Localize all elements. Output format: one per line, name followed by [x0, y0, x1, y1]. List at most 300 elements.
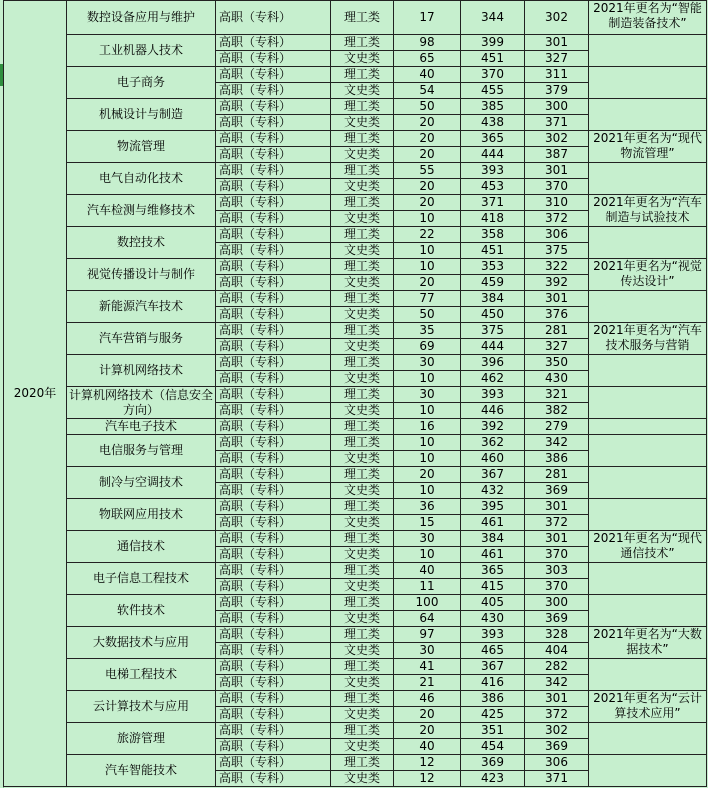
major-name: 机械设计与制造	[67, 99, 216, 131]
level-cell: 高职（专科）	[216, 483, 331, 499]
min-score-cell: 369	[525, 611, 589, 627]
category-cell: 理工类	[331, 163, 394, 179]
min-score-cell: 301	[525, 35, 589, 51]
major-name: 电梯工程技术	[67, 659, 216, 691]
min-score-cell: 306	[525, 227, 589, 243]
table-row	[4, 563, 707, 579]
level-cell: 高职（专科）	[216, 163, 331, 179]
rename-note	[589, 563, 707, 595]
plan-count-cell: 20	[394, 179, 461, 195]
plan-count-cell: 20	[394, 275, 461, 291]
max-score-cell: 438	[461, 115, 525, 131]
major-name: 云计算技术与应用	[67, 691, 216, 723]
max-score-cell: 405	[461, 595, 525, 611]
max-score-cell: 455	[461, 83, 525, 99]
min-score-cell: 370	[525, 547, 589, 563]
max-score-cell: 367	[461, 467, 525, 483]
level-cell: 高职（专科）	[216, 195, 331, 211]
table-row	[4, 291, 707, 307]
category-cell: 文史类	[331, 307, 394, 323]
max-score-cell: 384	[461, 531, 525, 547]
level-cell: 高职（专科）	[216, 691, 331, 707]
min-score-cell: 303	[525, 563, 589, 579]
min-score-cell: 302	[525, 131, 589, 147]
rename-note	[589, 227, 707, 259]
category-cell: 文史类	[331, 403, 394, 419]
category-cell: 文史类	[331, 179, 394, 195]
plan-count-cell: 20	[394, 195, 461, 211]
max-score-cell: 461	[461, 515, 525, 531]
min-score-cell: 302	[525, 723, 589, 739]
max-score-cell: 446	[461, 403, 525, 419]
category-cell: 理工类	[331, 67, 394, 83]
category-cell: 理工类	[331, 387, 394, 403]
plan-count-cell: 10	[394, 371, 461, 387]
level-cell: 高职（专科）	[216, 595, 331, 611]
rename-note: 2021年更名为“视觉传达设计”	[589, 259, 707, 291]
major-name: 数控设备应用与维护	[67, 1, 216, 35]
plan-count-cell: 97	[394, 627, 461, 643]
level-cell: 高职（专科）	[216, 307, 331, 323]
table-row	[4, 531, 707, 547]
plan-count-cell: 20	[394, 707, 461, 723]
category-cell: 理工类	[331, 419, 394, 435]
min-score-cell: 350	[525, 355, 589, 371]
rename-note	[589, 67, 707, 99]
year-cell: 2020年	[4, 1, 67, 787]
category-cell: 理工类	[331, 1, 394, 35]
category-cell: 文史类	[331, 83, 394, 99]
level-cell: 高职（专科）	[216, 371, 331, 387]
level-cell: 高职（专科）	[216, 611, 331, 627]
level-cell: 高职（专科）	[216, 51, 331, 67]
plan-count-cell: 69	[394, 339, 461, 355]
table-row	[4, 627, 707, 643]
min-score-cell: 404	[525, 643, 589, 659]
max-score-cell: 453	[461, 179, 525, 195]
max-score-cell: 450	[461, 307, 525, 323]
max-score-cell: 393	[461, 163, 525, 179]
category-cell: 文史类	[331, 675, 394, 691]
category-cell: 文史类	[331, 243, 394, 259]
category-cell: 文史类	[331, 579, 394, 595]
min-score-cell: 387	[525, 147, 589, 163]
min-score-cell: 342	[525, 435, 589, 451]
min-score-cell: 300	[525, 595, 589, 611]
level-cell: 高职（专科）	[216, 419, 331, 435]
category-cell: 理工类	[331, 499, 394, 515]
plan-count-cell: 46	[394, 691, 461, 707]
level-cell: 高职（专科）	[216, 579, 331, 595]
plan-count-cell: 20	[394, 723, 461, 739]
plan-count-cell: 10	[394, 259, 461, 275]
plan-count-cell: 20	[394, 131, 461, 147]
max-score-cell: 365	[461, 563, 525, 579]
max-score-cell: 454	[461, 739, 525, 755]
level-cell: 高职（专科）	[216, 499, 331, 515]
score-table	[3, 0, 707, 787]
plan-count-cell: 20	[394, 467, 461, 483]
category-cell: 文史类	[331, 211, 394, 227]
rename-note	[589, 595, 707, 627]
table-row	[4, 435, 707, 451]
max-score-cell: 392	[461, 419, 525, 435]
level-cell: 高职（专科）	[216, 323, 331, 339]
min-score-cell: 306	[525, 755, 589, 771]
max-score-cell: 444	[461, 339, 525, 355]
level-cell: 高职（专科）	[216, 131, 331, 147]
rename-note	[589, 387, 707, 419]
category-cell: 理工类	[331, 723, 394, 739]
table-row	[4, 131, 707, 147]
category-cell: 文史类	[331, 643, 394, 659]
max-score-cell: 451	[461, 243, 525, 259]
rename-note	[589, 755, 707, 787]
major-name: 大数据技术与应用	[67, 627, 216, 659]
plan-count-cell: 16	[394, 419, 461, 435]
level-cell: 高职（专科）	[216, 291, 331, 307]
rename-note	[589, 35, 707, 67]
min-score-cell: 310	[525, 195, 589, 211]
major-name: 汽车检测与维修技术	[67, 195, 216, 227]
level-cell: 高职（专科）	[216, 179, 331, 195]
min-score-cell: 321	[525, 387, 589, 403]
plan-count-cell: 12	[394, 771, 461, 787]
min-score-cell: 386	[525, 451, 589, 467]
level-cell: 高职（专科）	[216, 739, 331, 755]
plan-count-cell: 10	[394, 547, 461, 563]
max-score-cell: 461	[461, 547, 525, 563]
category-cell: 理工类	[331, 35, 394, 51]
plan-count-cell: 20	[394, 115, 461, 131]
max-score-cell: 375	[461, 323, 525, 339]
level-cell: 高职（专科）	[216, 771, 331, 787]
min-score-cell: 342	[525, 675, 589, 691]
category-cell: 文史类	[331, 707, 394, 723]
category-cell: 理工类	[331, 195, 394, 211]
level-cell: 高职（专科）	[216, 643, 331, 659]
min-score-cell: 375	[525, 243, 589, 259]
category-cell: 文史类	[331, 51, 394, 67]
level-cell: 高职（专科）	[216, 531, 331, 547]
max-score-cell: 365	[461, 131, 525, 147]
plan-count-cell: 10	[394, 403, 461, 419]
level-cell: 高职（专科）	[216, 275, 331, 291]
level-cell: 高职（专科）	[216, 547, 331, 563]
level-cell: 高职（专科）	[216, 115, 331, 131]
level-cell: 高职（专科）	[216, 227, 331, 243]
major-name: 软件技术	[67, 595, 216, 627]
plan-count-cell: 10	[394, 243, 461, 259]
category-cell: 理工类	[331, 355, 394, 371]
min-score-cell: 369	[525, 739, 589, 755]
max-score-cell: 423	[461, 771, 525, 787]
plan-count-cell: 30	[394, 387, 461, 403]
level-cell: 高职（专科）	[216, 1, 331, 35]
min-score-cell: 301	[525, 691, 589, 707]
level-cell: 高职（专科）	[216, 67, 331, 83]
category-cell: 理工类	[331, 131, 394, 147]
level-cell: 高职（专科）	[216, 435, 331, 451]
max-score-cell: 386	[461, 691, 525, 707]
rename-note	[589, 659, 707, 691]
major-name: 视觉传播设计与制作	[67, 259, 216, 291]
major-name: 汽车营销与服务	[67, 323, 216, 355]
min-score-cell: 301	[525, 291, 589, 307]
level-cell: 高职（专科）	[216, 83, 331, 99]
category-cell: 理工类	[331, 627, 394, 643]
table-row	[4, 691, 707, 707]
table-row	[4, 99, 707, 115]
table-row	[4, 195, 707, 211]
category-cell: 理工类	[331, 691, 394, 707]
category-cell: 理工类	[331, 755, 394, 771]
min-score-cell: 300	[525, 99, 589, 115]
category-cell: 理工类	[331, 595, 394, 611]
category-cell: 理工类	[331, 435, 394, 451]
plan-count-cell: 40	[394, 67, 461, 83]
rename-note: 2021年更名为“大数据技术”	[589, 627, 707, 659]
plan-count-cell: 64	[394, 611, 461, 627]
category-cell: 文史类	[331, 115, 394, 131]
category-cell: 理工类	[331, 259, 394, 275]
level-cell: 高职（专科）	[216, 355, 331, 371]
table-row	[4, 35, 707, 51]
score-table-body	[4, 1, 707, 787]
table-row	[4, 227, 707, 243]
table-row	[4, 499, 707, 515]
category-cell: 文史类	[331, 547, 394, 563]
level-cell: 高职（专科）	[216, 467, 331, 483]
table-row	[4, 419, 707, 435]
rename-note	[589, 723, 707, 755]
category-cell: 文史类	[331, 483, 394, 499]
min-score-cell: 281	[525, 467, 589, 483]
max-score-cell: 399	[461, 35, 525, 51]
min-score-cell: 371	[525, 771, 589, 787]
category-cell: 文史类	[331, 275, 394, 291]
min-score-cell: 369	[525, 483, 589, 499]
level-cell: 高职（专科）	[216, 563, 331, 579]
major-name: 通信技术	[67, 531, 216, 563]
major-name: 计算机网络技术	[67, 355, 216, 387]
plan-count-cell: 77	[394, 291, 461, 307]
plan-count-cell: 50	[394, 307, 461, 323]
plan-count-cell: 100	[394, 595, 461, 611]
min-score-cell: 376	[525, 307, 589, 323]
min-score-cell: 328	[525, 627, 589, 643]
rename-note: 2021年更名为“现代通信技术”	[589, 531, 707, 563]
table-row	[4, 723, 707, 739]
major-name: 计算机网络技术（信息安全方向）	[67, 387, 216, 419]
major-name: 物联网应用技术	[67, 499, 216, 531]
plan-count-cell: 35	[394, 323, 461, 339]
max-score-cell: 465	[461, 643, 525, 659]
category-cell: 文史类	[331, 339, 394, 355]
max-score-cell: 371	[461, 195, 525, 211]
min-score-cell: 301	[525, 499, 589, 515]
table-row	[4, 67, 707, 83]
max-score-cell: 430	[461, 611, 525, 627]
level-cell: 高职（专科）	[216, 339, 331, 355]
min-score-cell: 322	[525, 259, 589, 275]
level-cell: 高职（专科）	[216, 707, 331, 723]
category-cell: 文史类	[331, 451, 394, 467]
min-score-cell: 327	[525, 339, 589, 355]
max-score-cell: 416	[461, 675, 525, 691]
min-score-cell: 379	[525, 83, 589, 99]
min-score-cell: 327	[525, 51, 589, 67]
table-row	[4, 163, 707, 179]
plan-count-cell: 10	[394, 435, 461, 451]
level-cell: 高职（专科）	[216, 723, 331, 739]
min-score-cell: 371	[525, 115, 589, 131]
level-cell: 高职（专科）	[216, 243, 331, 259]
max-score-cell: 344	[461, 1, 525, 35]
major-name: 汽车智能技术	[67, 755, 216, 787]
plan-count-cell: 36	[394, 499, 461, 515]
max-score-cell: 385	[461, 99, 525, 115]
level-cell: 高职（专科）	[216, 659, 331, 675]
level-cell: 高职（专科）	[216, 675, 331, 691]
level-cell: 高职（专科）	[216, 147, 331, 163]
table-row	[4, 467, 707, 483]
level-cell: 高职（专科）	[216, 35, 331, 51]
max-score-cell: 353	[461, 259, 525, 275]
plan-count-cell: 55	[394, 163, 461, 179]
plan-count-cell: 30	[394, 643, 461, 659]
min-score-cell: 281	[525, 323, 589, 339]
rename-note: 2021年更名为“汽车技术服务与营销	[589, 323, 707, 355]
category-cell: 理工类	[331, 227, 394, 243]
rename-note	[589, 467, 707, 499]
category-cell: 理工类	[331, 563, 394, 579]
category-cell: 文史类	[331, 147, 394, 163]
level-cell: 高职（专科）	[216, 627, 331, 643]
plan-count-cell: 30	[394, 531, 461, 547]
max-score-cell: 362	[461, 435, 525, 451]
major-name: 数控技术	[67, 227, 216, 259]
level-cell: 高职（专科）	[216, 403, 331, 419]
plan-count-cell: 30	[394, 355, 461, 371]
category-cell: 理工类	[331, 659, 394, 675]
major-name: 新能源汽车技术	[67, 291, 216, 323]
max-score-cell: 462	[461, 371, 525, 387]
rename-note: 2021年更名为“智能制造装备技术”	[589, 1, 707, 35]
max-score-cell: 451	[461, 51, 525, 67]
plan-count-cell: 54	[394, 83, 461, 99]
min-score-cell: 372	[525, 707, 589, 723]
major-name: 电子信息工程技术	[67, 563, 216, 595]
min-score-cell: 370	[525, 179, 589, 195]
min-score-cell: 279	[525, 419, 589, 435]
plan-count-cell: 65	[394, 51, 461, 67]
major-name: 电信服务与管理	[67, 435, 216, 467]
table-row	[4, 659, 707, 675]
category-cell: 理工类	[331, 323, 394, 339]
min-score-cell: 311	[525, 67, 589, 83]
plan-count-cell: 10	[394, 211, 461, 227]
max-score-cell: 418	[461, 211, 525, 227]
plan-count-cell: 17	[394, 1, 461, 35]
category-cell: 文史类	[331, 739, 394, 755]
rename-note	[589, 355, 707, 387]
rename-note	[589, 419, 707, 435]
level-cell: 高职（专科）	[216, 387, 331, 403]
plan-count-cell: 11	[394, 579, 461, 595]
category-cell: 理工类	[331, 99, 394, 115]
major-name: 电子商务	[67, 67, 216, 99]
category-cell: 理工类	[331, 531, 394, 547]
min-score-cell: 392	[525, 275, 589, 291]
plan-count-cell: 10	[394, 451, 461, 467]
max-score-cell: 393	[461, 387, 525, 403]
min-score-cell: 430	[525, 371, 589, 387]
table-row	[4, 259, 707, 275]
level-cell: 高职（专科）	[216, 451, 331, 467]
level-cell: 高职（专科）	[216, 99, 331, 115]
max-score-cell: 358	[461, 227, 525, 243]
table-row	[4, 1, 707, 35]
table-row	[4, 595, 707, 611]
plan-count-cell: 12	[394, 755, 461, 771]
rename-note: 2021年更名为“云计算技术应用”	[589, 691, 707, 723]
plan-count-cell: 20	[394, 147, 461, 163]
max-score-cell: 425	[461, 707, 525, 723]
max-score-cell: 444	[461, 147, 525, 163]
category-cell: 文史类	[331, 611, 394, 627]
max-score-cell: 369	[461, 755, 525, 771]
level-cell: 高职（专科）	[216, 259, 331, 275]
rename-note	[589, 435, 707, 467]
major-name: 汽车电子技术	[67, 419, 216, 435]
min-score-cell: 370	[525, 579, 589, 595]
max-score-cell: 395	[461, 499, 525, 515]
max-score-cell: 415	[461, 579, 525, 595]
rename-note	[589, 99, 707, 131]
min-score-cell: 302	[525, 1, 589, 35]
max-score-cell: 432	[461, 483, 525, 499]
category-cell: 文史类	[331, 771, 394, 787]
category-cell: 文史类	[331, 515, 394, 531]
plan-count-cell: 40	[394, 563, 461, 579]
max-score-cell: 396	[461, 355, 525, 371]
min-score-cell: 382	[525, 403, 589, 419]
rename-note	[589, 163, 707, 195]
plan-count-cell: 22	[394, 227, 461, 243]
max-score-cell: 351	[461, 723, 525, 739]
table-row	[4, 355, 707, 371]
rename-note: 2021年更名为“现代物流管理”	[589, 131, 707, 163]
rename-note: 2021年更名为“汽车制造与试验技术	[589, 195, 707, 227]
major-name: 制冷与空调技术	[67, 467, 216, 499]
max-score-cell: 459	[461, 275, 525, 291]
max-score-cell: 460	[461, 451, 525, 467]
min-score-cell: 282	[525, 659, 589, 675]
major-name: 旅游管理	[67, 723, 216, 755]
plan-count-cell: 15	[394, 515, 461, 531]
level-cell: 高职（专科）	[216, 515, 331, 531]
max-score-cell: 367	[461, 659, 525, 675]
table-row	[4, 323, 707, 339]
min-score-cell: 372	[525, 515, 589, 531]
major-name: 物流管理	[67, 131, 216, 163]
plan-count-cell: 41	[394, 659, 461, 675]
min-score-cell: 301	[525, 163, 589, 179]
min-score-cell: 372	[525, 211, 589, 227]
major-name: 电气自动化技术	[67, 163, 216, 195]
max-score-cell: 393	[461, 627, 525, 643]
